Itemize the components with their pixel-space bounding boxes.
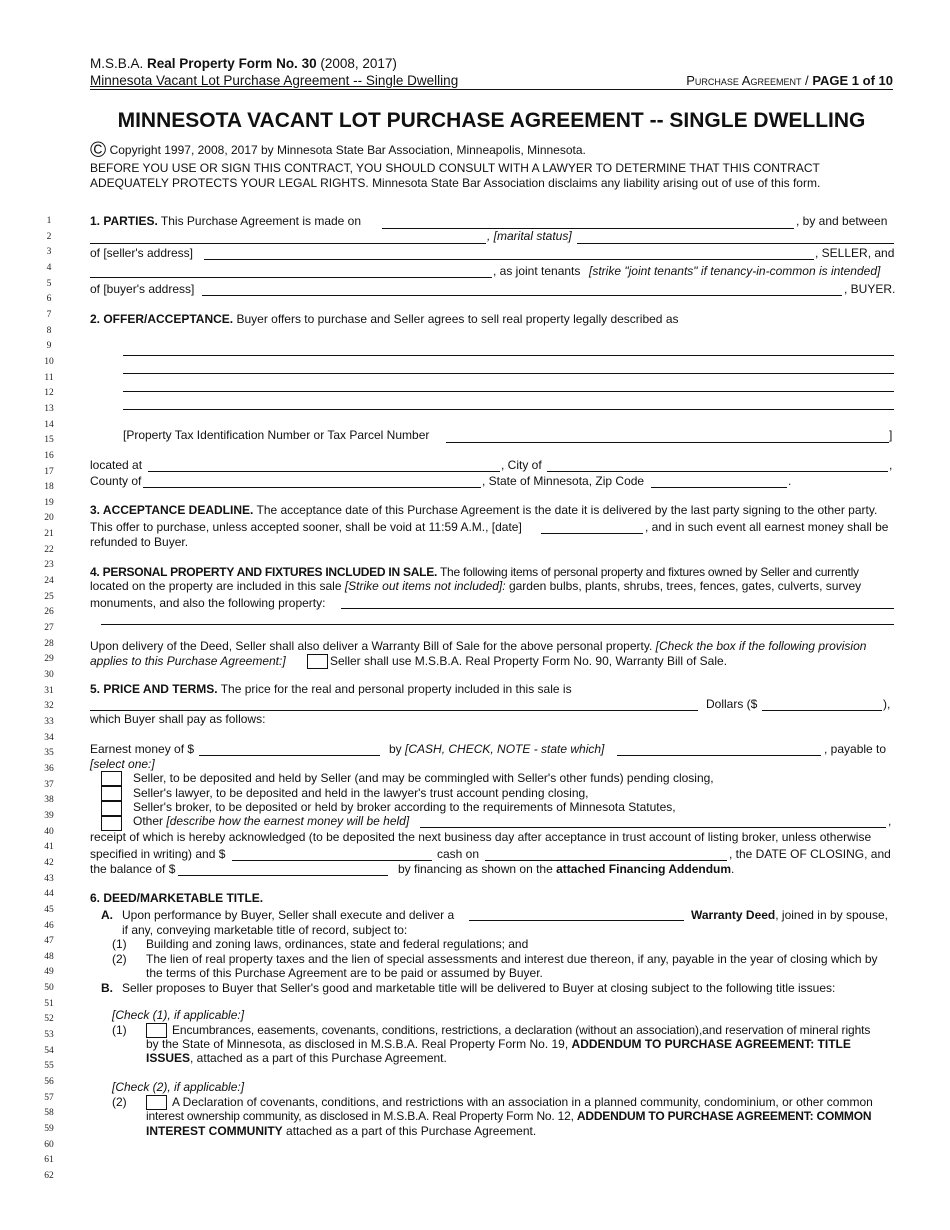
s6-b-text: Seller proposes to Buyer that Seller's good and marketable title will be delivered to Buyer at closing subject to the following title issues: bbox=[122, 981, 836, 995]
line-number: 61 bbox=[44, 1155, 54, 1165]
select-one-label: [select one:] bbox=[90, 757, 155, 771]
line-number: 46 bbox=[44, 921, 54, 931]
line-number: 31 bbox=[44, 686, 54, 696]
line-number: 33 bbox=[44, 717, 54, 727]
legal-description-field-2[interactable] bbox=[123, 373, 894, 374]
c1-text-2: by the State of Minnesota, as disclosed in M.S.B.A. Real Property Form No. 19, bbox=[146, 1037, 569, 1051]
deed-type-field[interactable] bbox=[469, 920, 684, 921]
earnest-option-seller: Seller, to be deposited and held by Seller (and may be commingled with Seller's other funds) pending closing, bbox=[133, 771, 714, 785]
s4-heading: 4. PERSONAL PROPERTY AND FIXTURES INCLUDED IN SALE. bbox=[90, 565, 438, 579]
s1-intro: This Purchase Agreement is made on bbox=[160, 214, 362, 228]
s4-text-2a: located on the property are included in this sale bbox=[90, 579, 342, 593]
line-number: 35 bbox=[44, 748, 54, 758]
county-field[interactable] bbox=[143, 487, 481, 488]
document-title: MINNESOTA VACANT LOT PURCHASE AGREEMENT -- SINGLE DWELLING bbox=[117, 109, 866, 132]
line-number: 10 bbox=[44, 357, 54, 367]
copyright-icon: © bbox=[90, 137, 107, 162]
line-number: 36 bbox=[44, 764, 54, 774]
legal-description-field-3[interactable] bbox=[123, 391, 894, 392]
c2-line-3 bbox=[146, 1124, 536, 1138]
s6-b-label: B. bbox=[101, 981, 113, 995]
legal-description-field-1[interactable] bbox=[123, 355, 894, 356]
s4-text-4b: [Check the box if the following provision bbox=[655, 639, 867, 653]
c1-addendum-title: ADDENDUM TO PURCHASE AGREEMENT: TITLE bbox=[571, 1037, 851, 1051]
s6-a-text: Upon performance by Buyer, Seller shall execute and deliver a bbox=[122, 908, 455, 922]
line-number: 38 bbox=[44, 795, 54, 805]
price-amount-field[interactable] bbox=[762, 710, 882, 711]
c1-num: (1) bbox=[112, 1023, 127, 1037]
s3-line-2 bbox=[90, 520, 522, 534]
personal-property-field-2[interactable] bbox=[101, 624, 894, 625]
page-number: PAGE 1 of 10 bbox=[812, 73, 893, 88]
line-number: 23 bbox=[44, 560, 54, 570]
c2-line-2 bbox=[146, 1109, 871, 1123]
s5-text-1: The price for the real and personal property included in this sale is bbox=[220, 682, 572, 696]
line-number: 14 bbox=[44, 420, 54, 430]
line-number: 47 bbox=[44, 936, 54, 946]
located-label: located at bbox=[90, 458, 143, 472]
check-2-instruction: [Check (2), if applicable:] bbox=[112, 1080, 245, 1094]
s4-line-2 bbox=[90, 579, 861, 593]
seller-address-field[interactable] bbox=[204, 259, 814, 260]
c2-addendum-title: ADDENDUM TO PURCHASE AGREEMENT: COMMON bbox=[576, 1109, 872, 1123]
closing-date-field[interactable] bbox=[485, 860, 727, 861]
bill-of-sale-checkbox[interactable] bbox=[307, 654, 328, 669]
title-issues-checkbox[interactable] bbox=[146, 1023, 167, 1038]
warranty-deed-line bbox=[691, 908, 888, 922]
earnest-money-label: Earnest money of $ bbox=[90, 742, 195, 756]
buyer-address-label: of [buyer's address] bbox=[90, 282, 195, 296]
line-number: 13 bbox=[44, 404, 54, 414]
balance-field[interactable] bbox=[178, 875, 388, 876]
earnest-option-broker-checkbox[interactable] bbox=[101, 801, 122, 816]
line-number: 12 bbox=[44, 388, 54, 398]
pin-label: [Property Tax Identification Number or Tax Parcel Number bbox=[123, 428, 430, 442]
line-number: 24 bbox=[44, 576, 54, 586]
line-number: 37 bbox=[44, 780, 54, 790]
financing-text: by financing as shown on the bbox=[398, 862, 553, 876]
header-form-no: Real Property Form No. 30 bbox=[147, 56, 317, 71]
line-number: 3 bbox=[46, 247, 52, 257]
buyer-address-field[interactable] bbox=[202, 295, 842, 296]
warranty-deed: Warranty Deed bbox=[691, 908, 776, 922]
payment-method-field[interactable] bbox=[617, 755, 821, 756]
price-words-field[interactable] bbox=[90, 710, 698, 711]
line-number: 2 bbox=[46, 232, 52, 242]
line-number: 4 bbox=[46, 263, 52, 273]
s2-heading: 2. OFFER/ACCEPTANCE. bbox=[90, 312, 234, 326]
void-date-field[interactable] bbox=[541, 533, 643, 534]
line-number: 55 bbox=[44, 1061, 54, 1071]
s4-strike-instruction: [Strike out items not included]: bbox=[344, 579, 506, 593]
warning-line-1: BEFORE YOU USE OR SIGN THIS CONTRACT, YOU SHOULD CONSULT WITH A LAWYER TO DETERMINE THAT THIS CONTRACT bbox=[90, 161, 820, 175]
header-rule bbox=[90, 89, 893, 90]
line-number: 43 bbox=[44, 874, 54, 884]
s3-text-3: refunded to Buyer. bbox=[90, 535, 189, 549]
s3-heading: 3. ACCEPTANCE DEADLINE. bbox=[90, 503, 254, 517]
c2-num: (2) bbox=[112, 1095, 127, 1109]
cash-amount-field[interactable] bbox=[232, 860, 432, 861]
line-number: 18 bbox=[44, 482, 54, 492]
header-org: M.S.B.A. bbox=[90, 56, 144, 71]
line-number: 22 bbox=[44, 545, 54, 555]
other-instruction: [describe how the earnest money will be held] bbox=[166, 814, 410, 828]
line-number: 26 bbox=[44, 607, 54, 617]
line-number: 29 bbox=[44, 654, 54, 664]
earnest-option-other-checkbox[interactable] bbox=[101, 816, 122, 831]
cash-amount-label: specified in writing) and $ bbox=[90, 847, 226, 861]
s6-a-label: A. bbox=[101, 908, 113, 922]
payment-method-label: by [CASH, CHECK, NOTE - state which] bbox=[389, 742, 605, 756]
header-right-label: Purchase Agreement / bbox=[686, 73, 809, 88]
c1-line-3 bbox=[146, 1051, 447, 1065]
earnest-option-other bbox=[133, 814, 409, 828]
c2-text-3: attached as a part of this Purchase Agreement. bbox=[286, 1124, 537, 1138]
earnest-option-broker: Seller's broker, to be deposited or held by broker according to the requirements of Minnesota Statutes, bbox=[133, 800, 676, 814]
c2-text-2: interest ownership community, as disclosed in M.S.B.A. Real Property Form No. 12, bbox=[146, 1109, 574, 1123]
s1-by-between: , by and between bbox=[796, 214, 888, 228]
c1-issues-bold: ISSUES bbox=[146, 1051, 191, 1065]
closing-date-label: , the DATE OF CLOSING, and bbox=[729, 847, 891, 861]
line-number: 34 bbox=[44, 733, 54, 743]
s1-line-1 bbox=[90, 214, 361, 228]
s6-a-text-2: if any, conveying marketable title of record, subject to: bbox=[122, 923, 408, 937]
line-number: 19 bbox=[44, 498, 54, 508]
line-number: 58 bbox=[44, 1108, 54, 1118]
financing-period: . bbox=[731, 862, 735, 876]
line-number: 9 bbox=[46, 341, 52, 351]
line-number: 7 bbox=[46, 310, 52, 320]
s4-text-3: monuments, and also the following property: bbox=[90, 596, 326, 610]
earnest-option-lawyer: Seller's lawyer, to be deposited and held in the lawyer's trust account pending closing, bbox=[133, 786, 589, 800]
s6-item-2b: the terms of this Purchase Agreement are to be paid or assumed by Buyer. bbox=[146, 966, 543, 980]
line-number: 39 bbox=[44, 811, 54, 821]
s5-pays-label: which Buyer shall pay as follows: bbox=[90, 712, 266, 726]
earnest-option-lawyer-checkbox[interactable] bbox=[101, 786, 122, 801]
line-number: 56 bbox=[44, 1077, 54, 1087]
warning-line-2: ADEQUATELY PROTECTS YOUR LEGAL RIGHTS. Minnesota State Bar Association disclaims any liability arising out of use of this form. bbox=[90, 176, 821, 190]
s2-text: Buyer offers to purchase and Seller agrees to sell real property legally described as bbox=[236, 312, 679, 326]
dollars-close: ), bbox=[883, 697, 891, 711]
header-years: (2008, 2017) bbox=[320, 56, 397, 71]
line-number: 8 bbox=[46, 326, 52, 336]
line-number: 45 bbox=[44, 905, 54, 915]
s6-item-1-num: (1) bbox=[112, 937, 127, 951]
line-number: 30 bbox=[44, 670, 54, 680]
line-number: 60 bbox=[44, 1140, 54, 1150]
line-number: 57 bbox=[44, 1093, 54, 1103]
s4-line-4 bbox=[90, 639, 866, 653]
line-number: 21 bbox=[44, 529, 54, 539]
line-number: 28 bbox=[44, 639, 54, 649]
s3-text-2b: , and in such event all earnest money shall be bbox=[645, 520, 889, 534]
seller-name-field[interactable] bbox=[90, 243, 486, 244]
s6-item-2-num: (2) bbox=[112, 952, 127, 966]
city-comma: , bbox=[889, 458, 893, 472]
s5-line-1 bbox=[90, 682, 572, 696]
pin-field[interactable] bbox=[446, 442, 889, 443]
joint-tenants-label: , as joint tenants bbox=[493, 264, 581, 278]
pin-close: ] bbox=[889, 428, 893, 442]
state-zip-label: , State of Minnesota, Zip Code bbox=[482, 474, 645, 488]
s1-heading: 1. PARTIES. bbox=[90, 214, 158, 228]
line-number: 51 bbox=[44, 999, 54, 1009]
line-number: 53 bbox=[44, 1030, 54, 1040]
buyer-name-field[interactable] bbox=[90, 277, 492, 278]
cash-on-label: cash on bbox=[437, 847, 480, 861]
personal-property-field-1[interactable] bbox=[341, 608, 894, 609]
c1-text-1: Encumbrances, easements, covenants, conditions, restrictions, a declaration (without an association),and reservation of mineral rights bbox=[172, 1023, 871, 1037]
marital-status-field[interactable] bbox=[577, 243, 894, 244]
line-number: 11 bbox=[44, 373, 54, 383]
balance-label: the balance of $ bbox=[90, 862, 176, 876]
line-number: 52 bbox=[44, 1014, 54, 1024]
seller-label: , SELLER, and bbox=[815, 246, 895, 260]
line-number: 48 bbox=[44, 952, 54, 962]
line-number: 6 bbox=[46, 294, 52, 304]
financing-addendum: attached Financing Addendum bbox=[556, 862, 732, 876]
s5-heading: 5. PRICE AND TERMS. bbox=[90, 682, 218, 696]
earnest-option-seller-checkbox[interactable] bbox=[101, 771, 122, 786]
line-number: 32 bbox=[44, 701, 54, 711]
s3-line-1 bbox=[90, 503, 877, 517]
other-comma: , bbox=[888, 814, 892, 828]
street-address-field[interactable] bbox=[148, 471, 500, 472]
c2-community-bold: INTEREST COMMUNITY bbox=[146, 1124, 283, 1138]
s4-text-1: The following items of personal property and fixtures owned by Seller and currently bbox=[439, 565, 859, 579]
line-number: 41 bbox=[44, 842, 54, 852]
s3-text-1: The acceptance date of this Purchase Agreement is the date it is delivered by the last party signing to the other party. bbox=[256, 503, 878, 517]
payable-label: , payable to bbox=[824, 742, 887, 756]
city-label: , City of bbox=[501, 458, 542, 472]
line-number: 25 bbox=[44, 592, 54, 602]
header-subtitle: Minnesota Vacant Lot Purchase Agreement -- Single Dwelling bbox=[90, 73, 459, 88]
c2-text-1: A Declaration of covenants, conditions, and restrictions with an association in a planned community, condominium, or other common bbox=[172, 1095, 873, 1109]
s4-text-4a: Upon delivery of the Deed, Seller shall also deliver a Warranty Bill of Sale for the above personal property. bbox=[90, 639, 653, 653]
header-page bbox=[686, 73, 893, 88]
earnest-money-field[interactable] bbox=[199, 755, 380, 756]
marital-status-label: , [marital status] bbox=[487, 229, 572, 243]
copyright-line bbox=[90, 137, 586, 163]
legal-description-field-4[interactable] bbox=[123, 409, 894, 410]
zip-code-field[interactable] bbox=[651, 487, 787, 488]
seller-address-text: of [seller's address] bbox=[90, 246, 194, 260]
financing-line bbox=[398, 862, 734, 876]
line-number: 40 bbox=[44, 827, 54, 837]
line-number: 42 bbox=[44, 858, 54, 868]
line-number: 15 bbox=[44, 435, 54, 445]
s6-heading: 6. DEED/MARKETABLE TITLE. bbox=[90, 891, 264, 905]
s3-text-2: This offer to purchase, unless accepted sooner, shall be void at 11:59 A.M., [date] bbox=[90, 520, 522, 534]
county-label: County of bbox=[90, 474, 142, 488]
line-number: 5 bbox=[46, 279, 52, 289]
line-number: 20 bbox=[44, 513, 54, 523]
c1-text-3: , attached as a part of this Purchase Agreement. bbox=[190, 1051, 447, 1065]
line-number: 1 bbox=[46, 216, 52, 226]
line-number: 44 bbox=[44, 889, 54, 899]
s4-line-1 bbox=[90, 565, 859, 579]
s4-text-5b: Seller shall use M.S.B.A. Real Property Form No. 90, Warranty Bill of Sale. bbox=[330, 654, 728, 668]
line-number: 17 bbox=[44, 467, 54, 477]
s4-text-2c: garden bulbs, plants, shrubs, trees, fences, gates, culverts, survey bbox=[508, 579, 862, 593]
c1-line-2 bbox=[146, 1037, 851, 1051]
line-number: 27 bbox=[44, 623, 54, 633]
line-number: 50 bbox=[44, 983, 54, 993]
line-number: 62 bbox=[44, 1171, 54, 1181]
form-header bbox=[90, 56, 397, 71]
s4-text-5a: applies to this Purchase Agreement:] bbox=[90, 654, 286, 668]
other-label: Other bbox=[133, 814, 164, 828]
zip-period: . bbox=[788, 474, 792, 488]
seller-address-label bbox=[90, 246, 193, 260]
buyer-label: , BUYER. bbox=[844, 282, 896, 296]
check-1-instruction: [Check (1), if applicable:] bbox=[112, 1008, 245, 1022]
other-description-field[interactable] bbox=[420, 827, 886, 828]
dollars-label: Dollars ($ bbox=[706, 697, 758, 711]
warranty-deed-tail: , joined in by spouse, bbox=[775, 908, 888, 922]
line-number: 54 bbox=[44, 1046, 54, 1056]
line-number: 16 bbox=[44, 451, 54, 461]
line-number: 59 bbox=[44, 1124, 54, 1134]
s2-line bbox=[90, 312, 679, 326]
city-field[interactable] bbox=[547, 471, 888, 472]
receipt-text: receipt of which is hereby acknowledged (to be deposited the next business day after acceptance in trust account of listing broker, unless otherwise bbox=[90, 830, 872, 844]
line-number: 49 bbox=[44, 967, 54, 977]
date-field[interactable] bbox=[382, 228, 794, 229]
strike-instruction: [strike "joint tenants" if tenancy-in-common is intended] bbox=[589, 264, 881, 278]
s6-item-2a: The lien of real property taxes and the lien of special assessments and interest due thereon, if any, payable in the year of closing which by bbox=[146, 952, 878, 966]
copyright-text: Copyright 1997, 2008, 2017 by Minnesota State Bar Association, Minneapolis, Minnesota. bbox=[109, 143, 586, 157]
s6-item-1: Building and zoning laws, ordinances, state and federal regulations; and bbox=[146, 937, 529, 951]
common-interest-checkbox[interactable] bbox=[146, 1095, 167, 1110]
